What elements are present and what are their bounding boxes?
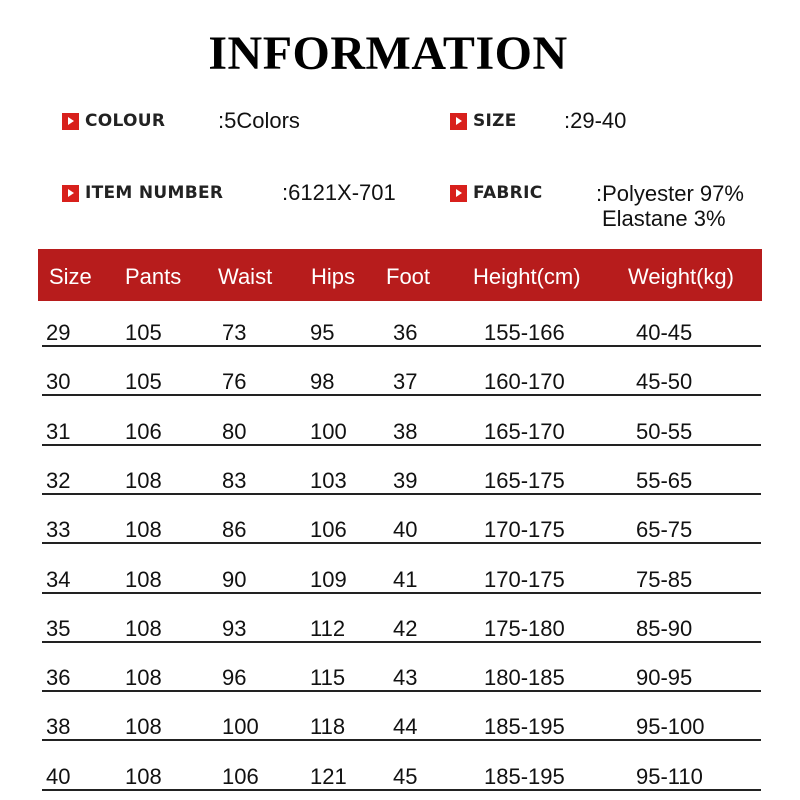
table-cell-hips: 106 bbox=[310, 517, 347, 542]
table-cell-weight: 95-110 bbox=[636, 764, 703, 789]
table-cell-foot: 44 bbox=[393, 714, 418, 739]
item-number-value: :6121X-701 bbox=[282, 180, 396, 205]
row-divider bbox=[42, 641, 761, 643]
page-title: INFORMATION bbox=[208, 27, 568, 80]
table-cell-foot: 36 bbox=[393, 320, 418, 345]
table-cell-hips: 115 bbox=[310, 665, 346, 690]
table-cell-pants: 105 bbox=[125, 369, 162, 394]
table-cell-pants: 105 bbox=[125, 320, 162, 345]
table-cell-hips: 100 bbox=[310, 419, 347, 444]
header-waist: Waist bbox=[218, 264, 273, 289]
table-cell-height: 170-175 bbox=[484, 517, 565, 542]
table-cell-height: 180-185 bbox=[484, 665, 565, 690]
table-cell-size: 40 bbox=[46, 764, 71, 789]
triangle-marker-icon bbox=[450, 113, 467, 130]
fabric-label: FABRIC bbox=[473, 183, 543, 203]
table-cell-weight: 85-90 bbox=[636, 616, 693, 641]
info-size bbox=[450, 111, 517, 131]
table-cell-foot: 41 bbox=[393, 567, 418, 592]
triangle-marker-icon bbox=[62, 113, 79, 130]
table-cell-waist: 83 bbox=[222, 468, 247, 493]
table-cell-foot: 42 bbox=[393, 616, 418, 641]
size-value: :29-40 bbox=[564, 108, 627, 133]
table-cell-foot: 43 bbox=[393, 665, 418, 690]
table-cell-height: 165-170 bbox=[484, 419, 565, 444]
table-cell-pants: 108 bbox=[125, 616, 162, 641]
row-divider bbox=[42, 394, 761, 396]
table-cell-size: 30 bbox=[46, 369, 71, 394]
header-height: Height(cm) bbox=[473, 264, 581, 289]
table-cell-hips: 103 bbox=[310, 468, 347, 493]
header-pants: Pants bbox=[125, 264, 182, 289]
table-cell-pants: 108 bbox=[125, 665, 162, 690]
table-cell-weight: 45-50 bbox=[636, 369, 693, 394]
table-cell-hips: 95 bbox=[310, 320, 335, 345]
table-cell-size: 38 bbox=[46, 714, 71, 739]
table-cell-size: 35 bbox=[46, 616, 71, 641]
table-cell-weight: 95-100 bbox=[636, 714, 705, 739]
row-divider bbox=[42, 493, 761, 495]
table-cell-height: 185-195 bbox=[484, 764, 565, 789]
table-cell-size: 34 bbox=[46, 567, 71, 592]
table-cell-weight: 75-85 bbox=[636, 567, 693, 592]
table-cell-hips: 112 bbox=[310, 616, 346, 641]
table-cell-height: 170-175 bbox=[484, 567, 565, 592]
table-cell-weight: 40-45 bbox=[636, 320, 693, 345]
item-number-label: ITEM NUMBER bbox=[85, 183, 224, 203]
colour-value: :5Colors bbox=[218, 108, 300, 133]
table-cell-foot: 38 bbox=[393, 419, 418, 444]
size-label: SIZE bbox=[473, 111, 517, 131]
header-size: Size bbox=[49, 264, 92, 289]
table-cell-pants: 108 bbox=[125, 468, 162, 493]
table-cell-foot: 37 bbox=[393, 369, 418, 394]
colour-label: COLOUR bbox=[85, 111, 166, 131]
table-cell-waist: 106 bbox=[222, 764, 259, 789]
table-cell-weight: 55-65 bbox=[636, 468, 693, 493]
table-cell-waist: 76 bbox=[222, 369, 247, 394]
table-cell-size: 36 bbox=[46, 665, 71, 690]
fabric-value-line2: Elastane 3% bbox=[602, 206, 726, 231]
table-cell-waist: 90 bbox=[222, 567, 247, 592]
table-cell-pants: 108 bbox=[125, 764, 162, 789]
table-cell-weight: 90-95 bbox=[636, 665, 693, 690]
table-cell-hips: 118 bbox=[310, 714, 346, 739]
row-divider bbox=[42, 739, 761, 741]
table-cell-size: 31 bbox=[46, 419, 71, 444]
table-cell-hips: 109 bbox=[310, 567, 347, 592]
table-cell-waist: 100 bbox=[222, 714, 259, 739]
table-cell-pants: 106 bbox=[125, 419, 162, 444]
table-cell-height: 160-170 bbox=[484, 369, 565, 394]
table-cell-pants: 108 bbox=[125, 567, 162, 592]
table-cell-size: 29 bbox=[46, 320, 71, 345]
header-weight: Weight(kg) bbox=[628, 264, 734, 289]
table-cell-weight: 50-55 bbox=[636, 419, 693, 444]
table-cell-pants: 108 bbox=[125, 517, 162, 542]
table-cell-height: 175-180 bbox=[484, 616, 565, 641]
table-cell-height: 185-195 bbox=[484, 714, 565, 739]
table-cell-hips: 98 bbox=[310, 369, 335, 394]
row-divider bbox=[42, 789, 761, 791]
table-cell-size: 33 bbox=[46, 517, 71, 542]
table-cell-weight: 65-75 bbox=[636, 517, 693, 542]
table-cell-hips: 121 bbox=[310, 764, 347, 789]
triangle-marker-icon bbox=[450, 185, 467, 202]
table-cell-foot: 39 bbox=[393, 468, 418, 493]
table-cell-foot: 45 bbox=[393, 764, 418, 789]
table-cell-height: 155-166 bbox=[484, 320, 565, 345]
table-cell-height: 165-175 bbox=[484, 468, 565, 493]
fabric-value: :Polyester 97% bbox=[596, 181, 744, 206]
table-cell-foot: 40 bbox=[393, 517, 418, 542]
row-divider bbox=[42, 542, 761, 544]
row-divider bbox=[42, 690, 761, 692]
table-cell-waist: 80 bbox=[222, 419, 247, 444]
table-cell-size: 32 bbox=[46, 468, 71, 493]
table-cell-waist: 96 bbox=[222, 665, 247, 690]
header-foot: Foot bbox=[386, 264, 431, 289]
header-hips: Hips bbox=[311, 264, 356, 289]
table-cell-waist: 86 bbox=[222, 517, 247, 542]
row-divider bbox=[42, 345, 761, 347]
triangle-marker-icon bbox=[62, 185, 79, 202]
info-item-number bbox=[62, 183, 223, 203]
row-divider bbox=[42, 592, 761, 594]
row-divider bbox=[42, 444, 761, 446]
info-colour bbox=[62, 111, 165, 131]
info-fabric bbox=[450, 183, 542, 203]
table-cell-waist: 73 bbox=[222, 320, 247, 345]
table-cell-pants: 108 bbox=[125, 714, 162, 739]
table-cell-waist: 93 bbox=[222, 616, 247, 641]
